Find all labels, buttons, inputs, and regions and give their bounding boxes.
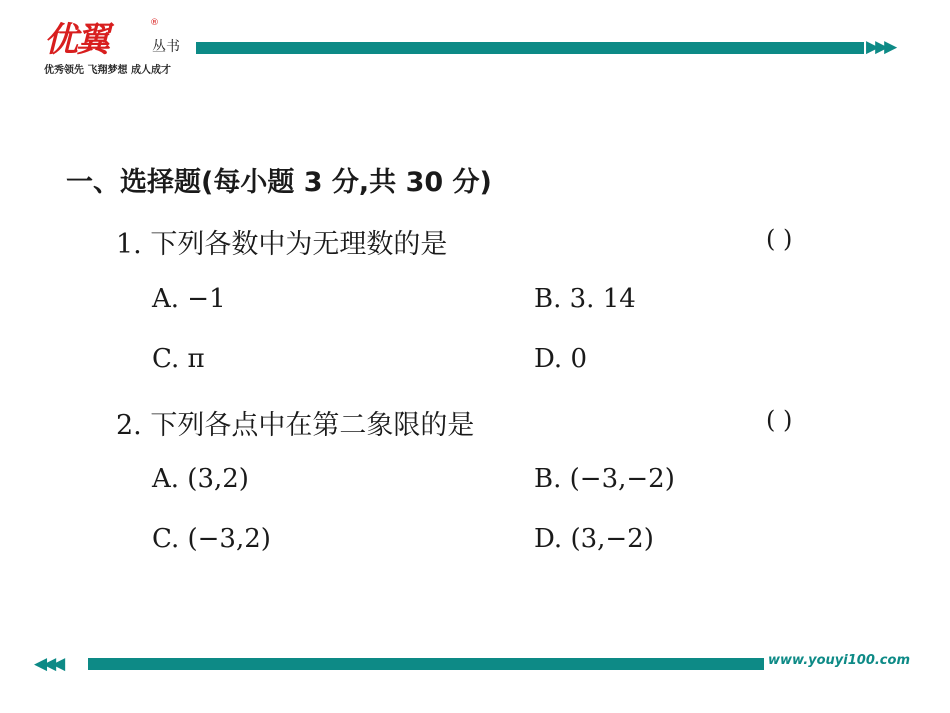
website-link[interactable]: www.youyi100.com	[768, 653, 910, 668]
question-1-option-b: B. 3. 14	[534, 284, 636, 314]
back-arrows-icon: ◀◀◀	[34, 654, 62, 674]
header-bar	[196, 42, 864, 54]
section-title: 一、选择题(每小题 3 分,共 30 分)	[66, 167, 492, 198]
footer-bar	[88, 658, 764, 670]
question-2-option-c: C. (−3,2)	[152, 524, 271, 554]
brand-logo	[44, 20, 194, 80]
logo-text: 优翼	[44, 20, 108, 60]
question-2-answer-blank: ( )	[766, 406, 793, 434]
question-1-stem: 1. 下列各数中为无理数的是	[116, 229, 448, 260]
question-2-option-a: A. (3,2)	[152, 464, 249, 494]
logo-slogan: 优秀领先 飞翔梦想 成人成才	[44, 65, 171, 76]
registered-mark: ®	[150, 18, 159, 28]
question-1-answer-blank: ( )	[766, 225, 793, 253]
question-2-option-b: B. (−3,−2)	[534, 464, 675, 494]
question-2-stem: 2. 下列各点中在第二象限的是	[116, 410, 475, 441]
question-1-option-d: D. 0	[534, 344, 587, 374]
forward-arrows-icon: ▶▶▶	[866, 37, 894, 57]
question-1-option-a: A. −1	[152, 284, 226, 314]
logo-series: 丛书	[152, 39, 180, 55]
question-1-option-c: C. π	[152, 344, 205, 374]
question-2-option-d: D. (3,−2)	[534, 524, 654, 554]
